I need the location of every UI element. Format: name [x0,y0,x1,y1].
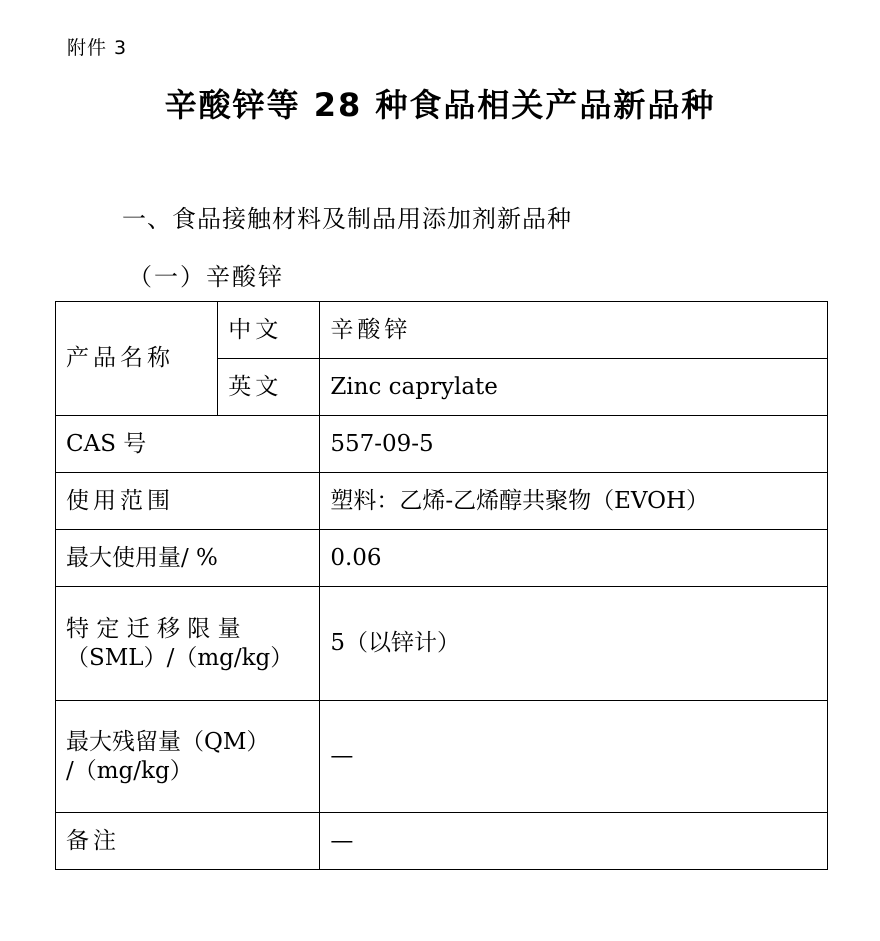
table-row [56,302,828,359]
table-row [56,813,828,870]
cas-label: CAS 号 [56,416,320,473]
product-name-label-text: 产品名称 [66,345,174,372]
chinese-value [320,302,828,359]
remarks-label [56,813,320,870]
sml-value [320,587,828,701]
qm-value [320,701,828,813]
table-row [56,701,828,813]
sml-label-char: 迁 [126,615,150,642]
qm-label-line2: /（mg/kg） [66,757,193,784]
qm-value-text: — [330,743,354,770]
english-label [218,359,320,416]
table-row [56,530,828,587]
remarks-value-text: — [330,827,354,854]
remarks-value [320,813,828,870]
sml-label-char: 量 [217,615,241,642]
sml-label-char: 限 [187,615,211,642]
sml-label-line1 [66,615,309,644]
qm-label-line1: 最大残留量（QM） [66,728,270,755]
table-row [56,473,828,530]
usage-value: 塑料：乙烯-乙烯醇共聚物（EVOH） [320,473,828,530]
qm-label [56,701,320,813]
product-spec-table [55,301,828,870]
english-value: Zinc caprylate [320,359,828,416]
cas-value: 557-09-5 [320,416,828,473]
chinese-value-text: 辛酸锌 [330,316,412,343]
english-label-text: 英文 [228,373,283,400]
sml-label-line2: （SML）/（mg/kg） [66,644,294,671]
sml-label [56,587,320,701]
subsection-heading: （一）辛酸锌 [128,263,284,291]
max-use-value: 0.06 [320,530,828,587]
max-use-label: 最大使用量/ % [56,530,320,587]
sml-label-char: 特 [66,615,89,642]
section-heading: 一、食品接触材料及制品用添加剂新品种 [122,205,572,233]
sml-value-text: 5（以锌计） [330,630,460,657]
product-name-label [56,302,218,416]
remarks-label-text: 备注 [66,827,120,854]
attachment-label: 附件 3 [67,37,128,59]
usage-label-text: 使用范围 [66,487,174,514]
chinese-label [218,302,320,359]
sml-label-char: 定 [96,615,120,642]
table-row [56,416,828,473]
usage-label [56,473,320,530]
chinese-label-text: 中文 [228,316,283,343]
table-row [56,587,828,701]
page-title: 辛酸锌等 28 种食品相关产品新品种 [164,86,716,124]
sml-label-char: 移 [156,615,180,642]
